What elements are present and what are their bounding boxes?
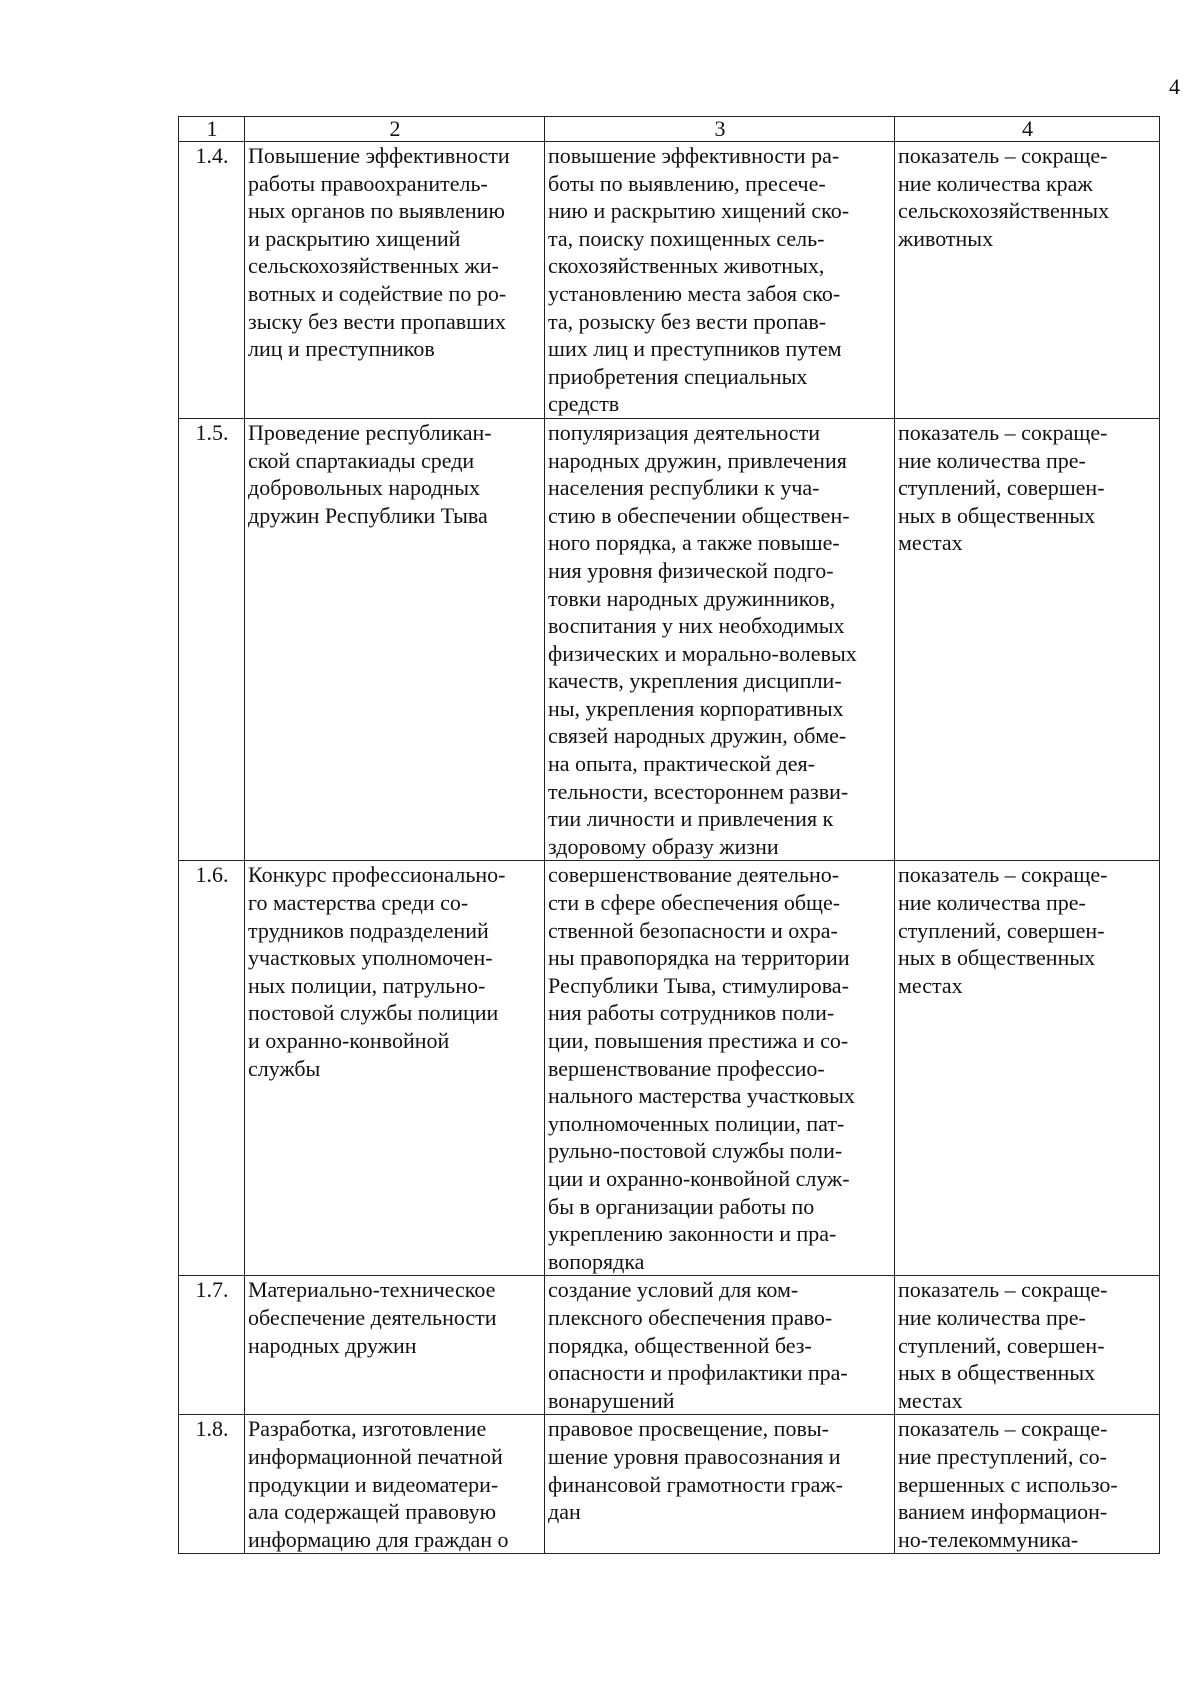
text-line: и охранно-конвойной	[248, 1028, 450, 1053]
text-line: тельности, всестороннем разви-	[548, 778, 849, 804]
text-line: дружин Республики Тыва	[248, 502, 488, 528]
text-line: населения республики к уча-	[548, 475, 820, 501]
text-line: сельскохозяйственных жи-	[248, 253, 499, 279]
text-line: дан	[548, 1499, 581, 1525]
text-line: постовой службы полиции	[248, 1000, 499, 1026]
text-line: скохозяйственных животных,	[548, 253, 825, 279]
text-line: трудников подразделений	[248, 917, 489, 943]
text-line: добровольных народных	[248, 475, 481, 501]
table-body	[179, 142, 1160, 1554]
measure-name-cell	[245, 1415, 545, 1554]
text-line: обеспечение деятельности	[248, 1304, 497, 1330]
text-line: сельскохозяйственных	[898, 198, 1110, 224]
text-line: порядка, общественной без-	[548, 1332, 812, 1358]
text-line: ных органов по выявлению	[248, 198, 505, 224]
text-line: ных в общественных	[898, 1360, 1096, 1386]
text-line: ние количества пре-	[898, 1304, 1086, 1330]
text-line: ступлений, совершен-	[898, 917, 1105, 943]
text-line: ние количества пре-	[898, 890, 1086, 916]
text-line: животных	[898, 225, 994, 251]
text-line: вопорядка	[548, 1248, 645, 1274]
indicator-cell	[895, 418, 1160, 861]
text-line: показатель – сокраще-	[898, 1277, 1108, 1303]
text-line: Разработка, изготовление	[248, 1416, 487, 1442]
text-line: Проведение республикан-	[248, 419, 492, 445]
text-line: укреплению законности и пра-	[548, 1221, 837, 1247]
text-line: ны, укрепления корпоративных	[548, 695, 844, 721]
text-line: Материально-техническое	[248, 1277, 496, 1303]
text-line: местах	[898, 972, 963, 998]
text-line: та, розыску без вести пропав-	[548, 308, 827, 334]
measure-name-cell	[245, 861, 545, 1276]
text-line: уполномоченных полиции, пат-	[548, 1110, 845, 1136]
measure-purpose-cell	[545, 1415, 895, 1554]
text-line: приобретения специальных	[548, 363, 808, 389]
text-line: показатель – сокраще-	[898, 419, 1108, 445]
text-line: нию и раскрытию хищений ско-	[548, 198, 850, 224]
text-line: опасности и профилактики пра-	[548, 1360, 848, 1386]
text-line: ния уровня физической подго-	[548, 557, 834, 583]
text-line: средств	[548, 391, 620, 417]
text-line: и раскрытию хищений	[248, 225, 461, 251]
row-number: 1.8.	[179, 1415, 245, 1554]
text-line: ны правопорядка на территории	[548, 945, 850, 971]
text-line: Повышение эффективности	[248, 143, 510, 168]
text-line: ших лиц и преступников путем	[548, 336, 842, 362]
column-header-1: 1	[179, 117, 245, 142]
row-number: 1.6.	[179, 861, 245, 1276]
indicator-cell	[895, 142, 1160, 419]
text-line: сти в сфере обеспечения обще-	[548, 890, 841, 916]
text-line: тии личности и привлечения к	[548, 806, 834, 832]
text-line: ния работы сотрудников поли-	[548, 1000, 835, 1026]
text-line: местах	[898, 530, 963, 556]
text-line: ние количества пре-	[898, 447, 1086, 473]
text-line: стию в обеспечении обществен-	[548, 502, 850, 528]
text-line: ской спартакиады среди	[248, 447, 475, 473]
text-line: правовое просвещение, повы-	[548, 1416, 829, 1442]
text-line: ных в общественных	[898, 945, 1096, 971]
text-line: ственной безопасности и охра-	[548, 917, 838, 943]
text-line: местах	[898, 1387, 963, 1413]
measure-name-cell	[245, 418, 545, 861]
column-header-3: 3	[545, 117, 895, 142]
column-header-4: 4	[895, 117, 1160, 142]
table-row	[179, 861, 1160, 1276]
text-line: качеств, укрепления дисципли-	[548, 668, 842, 694]
text-line: вотных и содействие по ро-	[248, 280, 507, 306]
text-line: товки народных дружинников,	[548, 585, 836, 611]
text-line: ние количества краж	[898, 170, 1093, 196]
text-line: ного порядка, а также повыше-	[548, 530, 840, 556]
text-line: нального мастерства участковых	[548, 1083, 855, 1109]
text-line: ступлений, совершен-	[898, 475, 1105, 501]
page-number: 4	[1169, 74, 1180, 99]
measure-name-cell	[245, 142, 545, 419]
text-line: вершенствование профессио-	[548, 1055, 825, 1081]
text-line: рульно-постовой службы поли-	[548, 1138, 843, 1164]
row-number: 1.5.	[179, 418, 245, 861]
measure-purpose-cell	[545, 418, 895, 861]
row-number: 1.7.	[179, 1276, 245, 1415]
measures-table	[178, 116, 1160, 1554]
text-line: ванием информацион-	[898, 1499, 1108, 1525]
indicator-cell	[895, 1415, 1160, 1554]
text-line: плексного обеспечения право-	[548, 1304, 833, 1330]
text-line: установлению места забоя ско-	[548, 280, 841, 306]
text-line: информацию для граждан о	[248, 1526, 509, 1552]
text-line: совершенствование деятельно-	[548, 862, 840, 888]
text-line: го мастерства среди со-	[248, 890, 469, 916]
measure-purpose-cell	[545, 1276, 895, 1415]
table-row	[179, 142, 1160, 419]
text-line: народных дружин	[248, 1332, 417, 1358]
text-line: продукции и видеоматери-	[248, 1471, 499, 1497]
table-header-row	[179, 117, 1160, 142]
text-line: Республики Тыва, стимулирова-	[548, 972, 849, 998]
text-line: вонарушений	[548, 1387, 675, 1413]
text-line: показатель – сокраще-	[898, 862, 1108, 888]
text-line: физических и морально-волевых	[548, 640, 857, 666]
text-line: народных дружин, привлечения	[548, 447, 847, 473]
text-line: зыску без вести пропавших	[248, 308, 506, 334]
text-line: вершенных с использо-	[898, 1471, 1118, 1497]
text-line: лиц и преступников	[248, 336, 435, 362]
text-line: популяризация деятельности	[548, 419, 821, 445]
text-line: ных полиции, патрульно-	[248, 972, 486, 998]
text-line: службы	[248, 1055, 321, 1081]
text-line: шение уровня правосознания и	[548, 1443, 841, 1469]
table-row	[179, 1276, 1160, 1415]
text-line: ала содержащей правовую	[248, 1499, 497, 1525]
text-line: участковых уполномочен-	[248, 945, 493, 971]
text-line: ции и охранно-конвойной служ-	[548, 1165, 850, 1191]
table-row	[179, 1415, 1160, 1554]
row-number: 1.4.	[179, 142, 245, 419]
text-line: здоровому образу жизни	[548, 833, 779, 859]
text-line: ступлений, совершен-	[898, 1332, 1105, 1358]
text-line: боты по выявлению, пресече-	[548, 170, 826, 196]
text-line: ных в общественных	[898, 502, 1096, 528]
text-line: информационной печатной	[248, 1443, 503, 1469]
indicator-cell	[895, 861, 1160, 1276]
text-line: Конкурс профессионально-	[248, 862, 506, 888]
measure-name-cell	[245, 1276, 545, 1415]
text-line: связей народных дружин, обме-	[548, 723, 847, 749]
text-line: ние преступлений, со-	[898, 1443, 1107, 1469]
text-line: на опыта, практической дея-	[548, 751, 815, 777]
text-line: воспитания у них необходимых	[548, 613, 845, 639]
text-line: показатель – сокраще-	[898, 1416, 1108, 1442]
text-line: финансовой грамотности граж-	[548, 1471, 843, 1497]
text-line: работы правоохранитель-	[248, 170, 488, 196]
text-line: повышение эффективности ра-	[548, 143, 840, 168]
measure-purpose-cell	[545, 861, 895, 1276]
text-line: но-телекоммуника-	[898, 1526, 1079, 1552]
text-line: бы в организации работы по	[548, 1193, 815, 1219]
text-line: ции, повышения престижа и со-	[548, 1028, 849, 1053]
text-line: та, поиску похищенных сель-	[548, 225, 825, 251]
table-row	[179, 418, 1160, 861]
text-line: показатель – сокраще-	[898, 143, 1108, 168]
column-header-2: 2	[245, 117, 545, 142]
measure-purpose-cell	[545, 142, 895, 419]
text-line: создание условий для ком-	[548, 1277, 799, 1303]
indicator-cell	[895, 1276, 1160, 1415]
